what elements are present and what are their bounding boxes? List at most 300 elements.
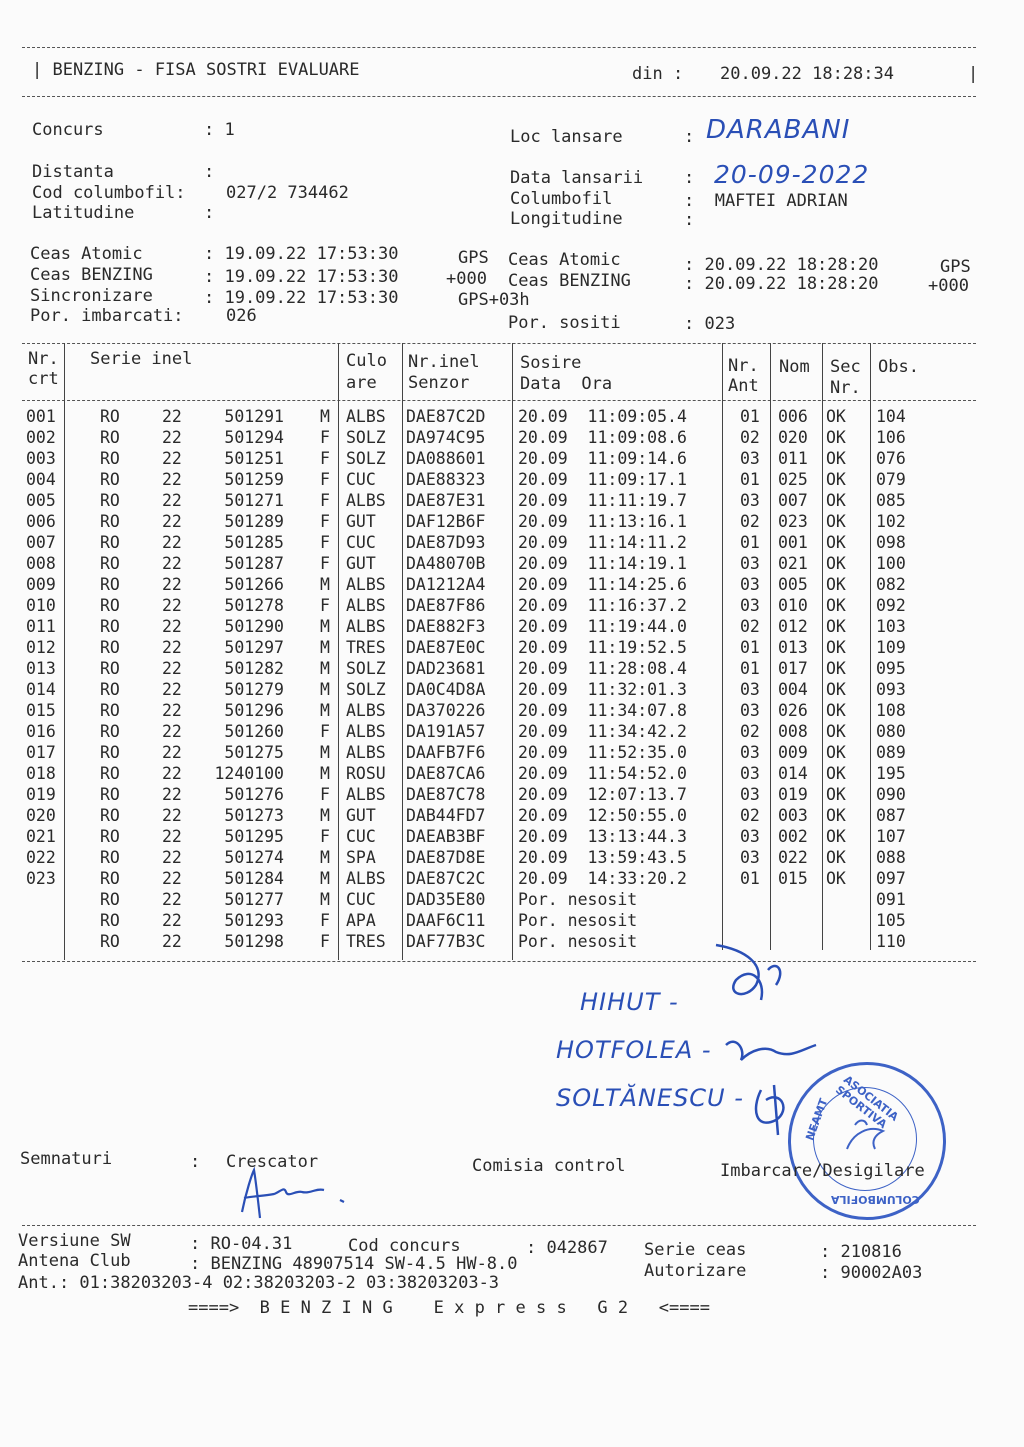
committee-name-2: HOTFOLEA - <box>556 1036 712 1064</box>
loc-lansare-label: Loc lansare <box>510 127 623 147</box>
row-19-an: 22 <box>162 784 182 804</box>
row-11-an: 22 <box>162 616 182 636</box>
row-14-nr: 014 <box>26 679 56 699</box>
row-13-obs: 095 <box>876 658 906 678</box>
row-22-an: 22 <box>162 847 182 867</box>
row-10-nr: 010 <box>26 595 56 615</box>
row-17-obs: 089 <box>876 742 906 762</box>
clock-right-value-1: : 20.09.22 18:28:20 <box>684 274 879 294</box>
row-20-inel: 501273 <box>224 805 284 825</box>
row-13-sosire: 20.09 11:28:08.4 <box>518 658 687 678</box>
row-11-sec: OK <box>826 616 846 636</box>
row-5-tara: RO <box>100 490 120 510</box>
date-value: 20.09.22 18:28:34 <box>720 64 894 84</box>
column-divider <box>402 343 403 960</box>
row-18-sosire: 20.09 11:54:52.0 <box>518 763 687 783</box>
row-13-culoare: SOLZ <box>346 658 386 678</box>
row-14-senzor: DA0C4D8A <box>406 679 486 699</box>
antena-value: : BENZING 48907514 SW-4.5 HW-8.0 <box>190 1254 518 1274</box>
row-7-an: 22 <box>162 532 182 552</box>
row-23-ant: 01 <box>740 868 760 888</box>
row-19-nom: 019 <box>778 784 808 804</box>
versiune-value: : RO-04.31 <box>190 1234 293 1254</box>
row-8-sosire: 20.09 11:14:19.1 <box>518 553 687 573</box>
row-3-obs: 076 <box>876 448 906 468</box>
row-1-sec: OK <box>826 407 846 426</box>
row-2-obs: 106 <box>876 427 906 447</box>
th-sosire-1: Sosire <box>520 353 582 373</box>
th-nr-2: crt <box>28 369 59 389</box>
committee-name-1: HIHUT - <box>580 988 679 1016</box>
row-2-an: 22 <box>162 427 182 447</box>
row-3-nom: 011 <box>778 448 808 468</box>
latitudine-label: Latitudine <box>32 203 135 223</box>
clock-right-value-0: : 20.09.22 18:28:20 <box>684 255 879 275</box>
row-9-nr: 009 <box>26 574 56 594</box>
row-5-culoare: ALBS <box>346 490 386 510</box>
row-18-sec: OK <box>826 763 846 783</box>
row-15-sec: OK <box>826 700 846 720</box>
row-21-tara: RO <box>100 826 120 846</box>
row-12-inel: 501297 <box>224 637 284 657</box>
th-sec-1: Sec <box>830 357 861 377</box>
th-culoare-1: Culo <box>346 351 387 371</box>
row-20-nom: 003 <box>778 805 808 825</box>
concurs-value: : 1 <box>204 120 235 140</box>
row-9-culoare: ALBS <box>346 574 386 594</box>
longitudine-value: : <box>684 210 695 230</box>
row-21-inel: 501295 <box>224 826 284 846</box>
row-16-an: 22 <box>162 721 182 741</box>
column-divider <box>722 343 723 950</box>
row-7-inel: 501285 <box>224 532 284 552</box>
row-23-senzor: DAE87C2C <box>406 868 486 888</box>
row-11-tara: RO <box>100 616 120 636</box>
row-21-sosire: 20.09 13:13:44.3 <box>518 826 687 846</box>
th-ant-2: Ant <box>728 376 759 396</box>
clock-left-value-1: : 19.09.22 17:53:30 <box>204 267 399 287</box>
row-9-senzor: DA1212A4 <box>406 574 486 594</box>
row-23-culoare: ALBS <box>346 868 386 888</box>
row-10-tara: RO <box>100 595 120 615</box>
row-21-nr: 021 <box>26 826 56 846</box>
row-17-sosire: 20.09 11:52:35.0 <box>518 742 687 762</box>
row-17-culoare: ALBS <box>346 742 386 762</box>
row-13-sec: OK <box>826 658 846 678</box>
row-9-inel: 501266 <box>224 574 284 594</box>
association-stamp <box>788 1062 946 1220</box>
row-17-tara: RO <box>100 742 120 762</box>
row-22-ant: 03 <box>740 847 760 867</box>
row-22-sec: OK <box>826 847 846 867</box>
footer-rule <box>22 1225 976 1226</box>
row-2-sex: F <box>320 427 330 447</box>
row-12-ant: 01 <box>740 637 760 657</box>
row-25-tara: RO <box>100 910 120 930</box>
semnaturi-label: Semnaturi <box>20 1149 113 1169</box>
row-24-sex: M <box>320 889 330 909</box>
row-10-nom: 010 <box>778 595 808 615</box>
row-8-senzor: DA48070B <box>406 553 486 573</box>
row-15-ant: 03 <box>740 700 760 720</box>
th-obs: Obs. <box>878 357 919 377</box>
row-12-sec: OK <box>826 637 846 657</box>
row-2-inel: 501294 <box>224 427 284 447</box>
clock-right-label-1: Ceas BENZING <box>508 271 631 291</box>
loc-lansare-colon: : <box>684 127 695 147</box>
row-25-culoare: APA <box>346 910 376 930</box>
row-22-nom: 022 <box>778 847 808 867</box>
row-6-tara: RO <box>100 511 120 531</box>
row-9-sex: M <box>320 574 330 594</box>
row-19-culoare: ALBS <box>346 784 386 804</box>
row-3-sosire: 20.09 11:09:14.6 <box>518 448 687 468</box>
row-19-senzor: DAE87C78 <box>406 784 486 804</box>
row-22-culoare: SPA <box>346 847 376 867</box>
column-divider <box>870 343 871 950</box>
row-12-culoare: TRES <box>346 637 386 657</box>
cod-columbofil-label: Cod columbofil: <box>32 183 186 203</box>
row-3-senzor: DA088601 <box>406 448 486 468</box>
row-23-nr: 023 <box>26 868 56 888</box>
row-6-senzor: DAF12B6F <box>406 511 486 531</box>
row-19-sex: F <box>320 784 330 804</box>
row-21-sex: F <box>320 826 330 846</box>
row-19-inel: 501276 <box>224 784 284 804</box>
row-15-nom: 026 <box>778 700 808 720</box>
row-1-sex: M <box>320 407 330 426</box>
row-8-ant: 03 <box>740 553 760 573</box>
row-15-sosire: 20.09 11:34:07.8 <box>518 700 687 720</box>
row-24-culoare: CUC <box>346 889 376 909</box>
row-1-nr: 001 <box>26 407 56 426</box>
column-divider <box>512 343 513 960</box>
clock-left-suffix-2: GPS+03h <box>458 290 530 310</box>
row-26-an: 22 <box>162 931 182 951</box>
row-12-sex: M <box>320 637 330 657</box>
row-13-nr: 013 <box>26 658 56 678</box>
versiune-label: Versiune SW <box>18 1231 131 1251</box>
row-26-culoare: TRES <box>346 931 386 951</box>
row-14-ant: 03 <box>740 679 760 699</box>
row-16-senzor: DA191A57 <box>406 721 486 741</box>
row-4-sosire: 20.09 11:09:17.1 <box>518 469 687 489</box>
row-7-obs: 098 <box>876 532 906 552</box>
row-16-culoare: ALBS <box>346 721 386 741</box>
row-26-sex: F <box>320 931 330 951</box>
row-4-an: 22 <box>162 469 182 489</box>
row-17-nom: 009 <box>778 742 808 762</box>
row-12-obs: 109 <box>876 637 906 657</box>
row-3-nr: 003 <box>26 448 56 468</box>
row-15-an: 22 <box>162 700 182 720</box>
row-14-sosire: 20.09 11:32:01.3 <box>518 679 687 699</box>
sositi-label: Por. sositi <box>508 313 621 333</box>
row-11-ant: 02 <box>740 616 760 636</box>
row-2-sosire: 20.09 11:09:08.6 <box>518 427 687 447</box>
row-3-sex: F <box>320 448 330 468</box>
row-2-tara: RO <box>100 427 120 447</box>
column-divider <box>822 343 823 950</box>
row-15-senzor: DA370226 <box>406 700 486 720</box>
row-6-sec: OK <box>826 511 846 531</box>
serie-ceas-value: : 210816 <box>820 1242 902 1262</box>
row-21-ant: 03 <box>740 826 760 846</box>
row-7-sec: OK <box>826 532 846 552</box>
row-1-inel: 501291 <box>224 407 284 426</box>
row-16-sec: OK <box>826 721 846 741</box>
row-16-ant: 02 <box>740 721 760 741</box>
row-12-tara: RO <box>100 637 120 657</box>
row-11-culoare: ALBS <box>346 616 386 636</box>
row-17-nr: 017 <box>26 742 56 762</box>
row-13-inel: 501282 <box>224 658 284 678</box>
th-sec-2: Nr. <box>830 378 861 398</box>
row-15-sex: M <box>320 700 330 720</box>
row-13-tara: RO <box>100 658 120 678</box>
row-2-culoare: SOLZ <box>346 427 386 447</box>
clock-left-suffix-0: GPS <box>458 248 489 268</box>
row-9-obs: 082 <box>876 574 906 594</box>
cod-concurs-label: Cod concurs <box>348 1236 461 1256</box>
stamp-text-bottom: COLUMBOFILA <box>831 1193 920 1206</box>
latitudine-value: : <box>204 203 215 223</box>
row-26-obs: 110 <box>876 931 906 951</box>
row-16-tara: RO <box>100 721 120 741</box>
crescator-signature-icon <box>224 1162 364 1228</box>
row-18-sex: M <box>320 763 330 783</box>
brand-line: ====> B E N Z I N G E x p r e s s G 2 <==== <box>188 1298 710 1318</box>
row-14-sec: OK <box>826 679 846 699</box>
row-6-nr: 006 <box>26 511 56 531</box>
row-23-tara: RO <box>100 868 120 888</box>
row-12-nr: 012 <box>26 637 56 657</box>
crescator-label: Crescator <box>226 1152 319 1172</box>
columbofil-value: : MAFTEI ADRIAN <box>684 191 848 211</box>
row-25-obs: 105 <box>876 910 906 930</box>
row-5-obs: 085 <box>876 490 906 510</box>
row-12-an: 22 <box>162 637 182 657</box>
row-5-an: 22 <box>162 490 182 510</box>
row-4-obs: 079 <box>876 469 906 489</box>
row-6-ant: 02 <box>740 511 760 531</box>
row-22-obs: 088 <box>876 847 906 867</box>
stamp-text-left: NEAMT <box>803 1096 831 1143</box>
row-4-nr: 004 <box>26 469 56 489</box>
row-24-sosire: Por. nesosit <box>518 889 638 909</box>
row-10-inel: 501278 <box>224 595 284 615</box>
row-19-ant: 03 <box>740 784 760 804</box>
row-20-ant: 02 <box>740 805 760 825</box>
row-15-obs: 108 <box>876 700 906 720</box>
clock-left-value-0: : 19.09.22 17:53:30 <box>204 244 399 264</box>
row-18-ant: 03 <box>740 763 760 783</box>
committee-name-3: SOLTĂNESCU - <box>556 1084 744 1112</box>
row-7-tara: RO <box>100 532 120 552</box>
row-2-nom: 020 <box>778 427 808 447</box>
columbofil-label: Columbofil <box>510 189 613 209</box>
row-7-culoare: CUC <box>346 532 376 552</box>
row-8-an: 22 <box>162 553 182 573</box>
imbarcati-label: Por. imbarcati: <box>30 306 184 326</box>
row-18-nom: 014 <box>778 763 808 783</box>
row-13-nom: 017 <box>778 658 808 678</box>
row-14-tara: RO <box>100 679 120 699</box>
row-2-senzor: DA974C95 <box>406 427 486 447</box>
row-1-an: 22 <box>162 407 182 426</box>
row-9-sec: OK <box>826 574 846 594</box>
th-serie: Serie inel <box>90 349 193 369</box>
row-26-inel: 501298 <box>224 931 284 951</box>
row-5-senzor: DAE87E31 <box>406 490 486 510</box>
row-12-sosire: 20.09 11:19:52.5 <box>518 637 687 657</box>
row-10-sec: OK <box>826 595 846 615</box>
row-10-ant: 03 <box>740 595 760 615</box>
row-24-inel: 501277 <box>224 889 284 909</box>
row-20-sec: OK <box>826 805 846 825</box>
row-8-culoare: GUT <box>346 553 376 573</box>
column-divider <box>338 343 339 960</box>
row-22-sosire: 20.09 13:59:43.5 <box>518 847 687 867</box>
row-14-an: 22 <box>162 679 182 699</box>
sositi-value: : 023 <box>684 314 736 334</box>
row-9-an: 22 <box>162 574 182 594</box>
row-6-obs: 102 <box>876 511 906 531</box>
data-lansarii-label: Data lansarii <box>510 168 644 188</box>
row-4-ant: 01 <box>740 469 760 489</box>
row-11-nom: 012 <box>778 616 808 636</box>
row-8-nom: 021 <box>778 553 808 573</box>
row-2-ant: 02 <box>740 427 760 447</box>
row-11-nr: 011 <box>26 616 56 636</box>
header-right-bar: | <box>968 64 979 84</box>
row-5-sosire: 20.09 11:11:19.7 <box>518 490 687 510</box>
row-3-an: 22 <box>162 448 182 468</box>
row-1-senzor: DAE87C2D <box>406 407 486 426</box>
row-18-obs: 195 <box>876 763 906 783</box>
row-11-obs: 103 <box>876 616 906 636</box>
row-3-tara: RO <box>100 448 120 468</box>
row-8-inel: 501287 <box>224 553 284 573</box>
row-20-senzor: DAB44FD7 <box>406 805 486 825</box>
row-7-nom: 001 <box>778 532 808 552</box>
autorizare-label: Autorizare <box>644 1261 747 1281</box>
row-4-inel: 501259 <box>224 469 284 489</box>
row-6-an: 22 <box>162 511 182 531</box>
row-14-inel: 501279 <box>224 679 284 699</box>
row-16-inel: 501260 <box>224 721 284 741</box>
row-4-sex: F <box>320 469 330 489</box>
distanta-value: : <box>204 162 215 182</box>
row-6-culoare: GUT <box>346 511 376 531</box>
row-9-ant: 03 <box>740 574 760 594</box>
row-21-sec: OK <box>826 826 846 846</box>
row-25-senzor: DAAF6C11 <box>406 910 486 930</box>
row-3-inel: 501251 <box>224 448 284 468</box>
clock-right-label-0: Ceas Atomic <box>508 250 621 270</box>
antena-label: Antena Club <box>18 1251 131 1271</box>
row-19-nr: 019 <box>26 784 56 804</box>
row-6-sex: F <box>320 511 330 531</box>
clock-right-suffix-1: +000 <box>928 276 969 296</box>
clock-left-value-2: : 19.09.22 17:53:30 <box>204 288 399 308</box>
row-7-sex: F <box>320 532 330 552</box>
row-10-an: 22 <box>162 595 182 615</box>
row-20-nr: 020 <box>26 805 56 825</box>
clock-left-label-1: Ceas BENZING <box>30 265 153 285</box>
row-13-an: 22 <box>162 658 182 678</box>
row-5-nom: 007 <box>778 490 808 510</box>
row-26-tara: RO <box>100 931 120 951</box>
row-11-sex: M <box>320 616 330 636</box>
comisia-control-label: Comisia control <box>472 1156 626 1176</box>
row-16-sosire: 20.09 11:34:42.2 <box>518 721 687 741</box>
row-7-senzor: DAE87D93 <box>406 532 486 552</box>
row-15-nr: 015 <box>26 700 56 720</box>
row-18-culoare: ROSU <box>346 763 386 783</box>
row-10-sex: F <box>320 595 330 615</box>
row-22-sex: M <box>320 847 330 867</box>
row-11-senzor: DAE882F3 <box>406 616 486 636</box>
row-3-ant: 03 <box>740 448 760 468</box>
row-8-sec: OK <box>826 553 846 573</box>
row-25-inel: 501293 <box>224 910 284 930</box>
row-16-nr: 016 <box>26 721 56 741</box>
row-1-nom: 006 <box>778 407 808 426</box>
row-12-senzor: DAE87E0C <box>406 637 486 657</box>
imbarcare-desigilare-label: Imbarcare/Desigilare <box>720 1161 925 1181</box>
row-9-nom: 005 <box>778 574 808 594</box>
row-20-obs: 087 <box>876 805 906 825</box>
row-17-ant: 03 <box>740 742 760 762</box>
row-14-nom: 004 <box>778 679 808 699</box>
clock-right-suffix-0: GPS <box>940 257 971 277</box>
row-19-tara: RO <box>100 784 120 804</box>
loc-lansare-value: DARABANI <box>706 115 851 145</box>
row-24-senzor: DAD35E80 <box>406 889 486 909</box>
row-2-sec: OK <box>826 427 846 447</box>
row-13-ant: 01 <box>740 658 760 678</box>
th-nr-1: Nr. <box>28 349 59 369</box>
row-1-ant: 01 <box>740 407 760 426</box>
row-22-tara: RO <box>100 847 120 867</box>
row-22-inel: 501274 <box>224 847 284 867</box>
longitudine-label: Longitudine <box>510 209 623 229</box>
row-4-senzor: DAE88323 <box>406 469 486 489</box>
row-26-senzor: DAF77B3C <box>406 931 486 951</box>
row-15-inel: 501296 <box>224 700 284 720</box>
row-24-tara: RO <box>100 889 120 909</box>
clock-left-label-0: Ceas Atomic <box>30 244 143 264</box>
row-5-sex: F <box>320 490 330 510</box>
row-17-sec: OK <box>826 742 846 762</box>
row-16-sex: F <box>320 721 330 741</box>
row-4-tara: RO <box>100 469 120 489</box>
document-title: | BENZING - FISA SOSTRI EVALUARE <box>32 60 360 80</box>
row-19-sosire: 20.09 12:07:13.7 <box>518 784 687 804</box>
row-16-nom: 008 <box>778 721 808 741</box>
column-divider <box>770 343 771 950</box>
row-26-sosire: Por. nesosit <box>518 931 638 951</box>
semnaturi-colon: : <box>190 1152 201 1172</box>
row-3-sec: OK <box>826 448 846 468</box>
row-10-culoare: ALBS <box>346 595 386 615</box>
concurs-label: Concurs <box>32 120 104 140</box>
row-23-nom: 015 <box>778 868 808 888</box>
row-4-nom: 025 <box>778 469 808 489</box>
row-18-nr: 018 <box>26 763 56 783</box>
row-7-nr: 007 <box>26 532 56 552</box>
